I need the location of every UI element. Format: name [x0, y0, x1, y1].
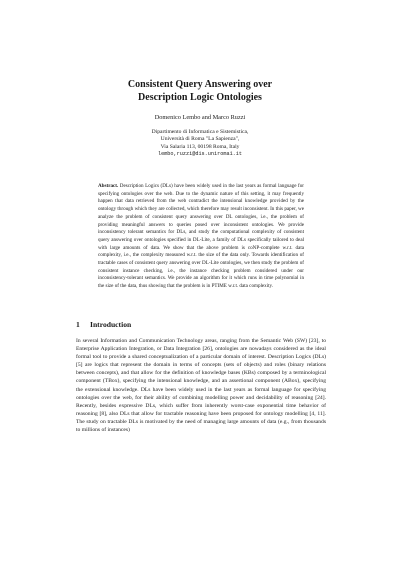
paper-title — [0, 78, 400, 104]
section-body — [76, 337, 326, 434]
affiliation — [0, 129, 400, 159]
body-paragraph: In several Information and Communication Technology areas, ranging from the Semantic Web (SW) [23], to Enterprise Application Integration, or Data Integration [26], ontologies are nowadays considered as the ideal formal tool to provide a shared conceptualization of a particular domain of interest. Description Logics (DLs) [5] are logics that represent the domain in terms of concepts (sets of objects) and roles (binary relations between concepts), and that allow for the definition of knowledge bases (KBs) composed by a terminological component (TBox), specifying the intensional knowledge, and an assertional component (ABox), specifying the extensional knowledge. DLs have been widely used in the last years as formal language for specifying ontologies over the web, for their ability of combining modelling power and decidability of reasoning [24]. Recently, besides expressive DLs, which suffer from inherently worst-case exponential time behavior of reasoning [8], also DLs that allow for tractable reasoning have been proposed for ontology modelling [4, 11]. The study on tractable DLs is motivated by the need of managing large amounts of data (e.g., from thousands to millions of instances) — [76, 338, 326, 434]
author-email: lembo,ruzzi@dis.uniroma1.it — [157, 151, 243, 158]
section-title: Introduction — [90, 320, 132, 329]
affiliation-univ: Università di Roma "La Sapienza", — [160, 136, 240, 143]
title-line-1: Consistent Query Answering over — [127, 79, 273, 90]
title-line-2: Description Logic Ontologies — [138, 92, 262, 103]
abstract-text: Description Logics (DLs) have been widely used in the last years as formal language for specifying ontologies over the web. Due to the dynamic nature of this setting, it may frequently happen that data retrieved from the web contradict the intensional knowledge provided by the ontology through which they are collected, which therefore may result inconsistent. In this paper, we analyze the problem of consistent query answering over DL ontologies, i.e., the problem of providing meaningful answers to queries posed over inconsistent ontologies. We provide inconsistency tolerant semantics for DLs, and study the computational complexity of consistent query answering over ontologies specified in DL-Lite, a family of DLs specifically tailored to deal with large amounts of data. We show that the above problem is coNP-complete w.r.t. data complexity, i.e., the complexity measured w.r.t. the size of the data only. Towards identification of tractable cases of consistent query answering over DL-Lite ontologies, we then study the problem of consistent instance checking, i.e., the instance checking problem considered under our inconsistency-tolerant semantics. We provide an algorithm for it which runs in time polynomial in the size of the data, thus showing that the problem is in PTIME w.r.t. data complexity. — [98, 183, 304, 290]
affiliation-dept: Dipartimento di Informatica e Sistemistica, — [151, 129, 249, 135]
section-heading — [76, 320, 326, 329]
abstract — [98, 183, 304, 291]
abstract-label: Abstract. — [98, 183, 119, 189]
authors: Domenico Lembo and Marco Ruzzi — [154, 114, 246, 121]
affiliation-address: Via Salaria 113, 00198 Roma, Italy — [160, 143, 240, 150]
section-number: 1 — [76, 320, 80, 329]
